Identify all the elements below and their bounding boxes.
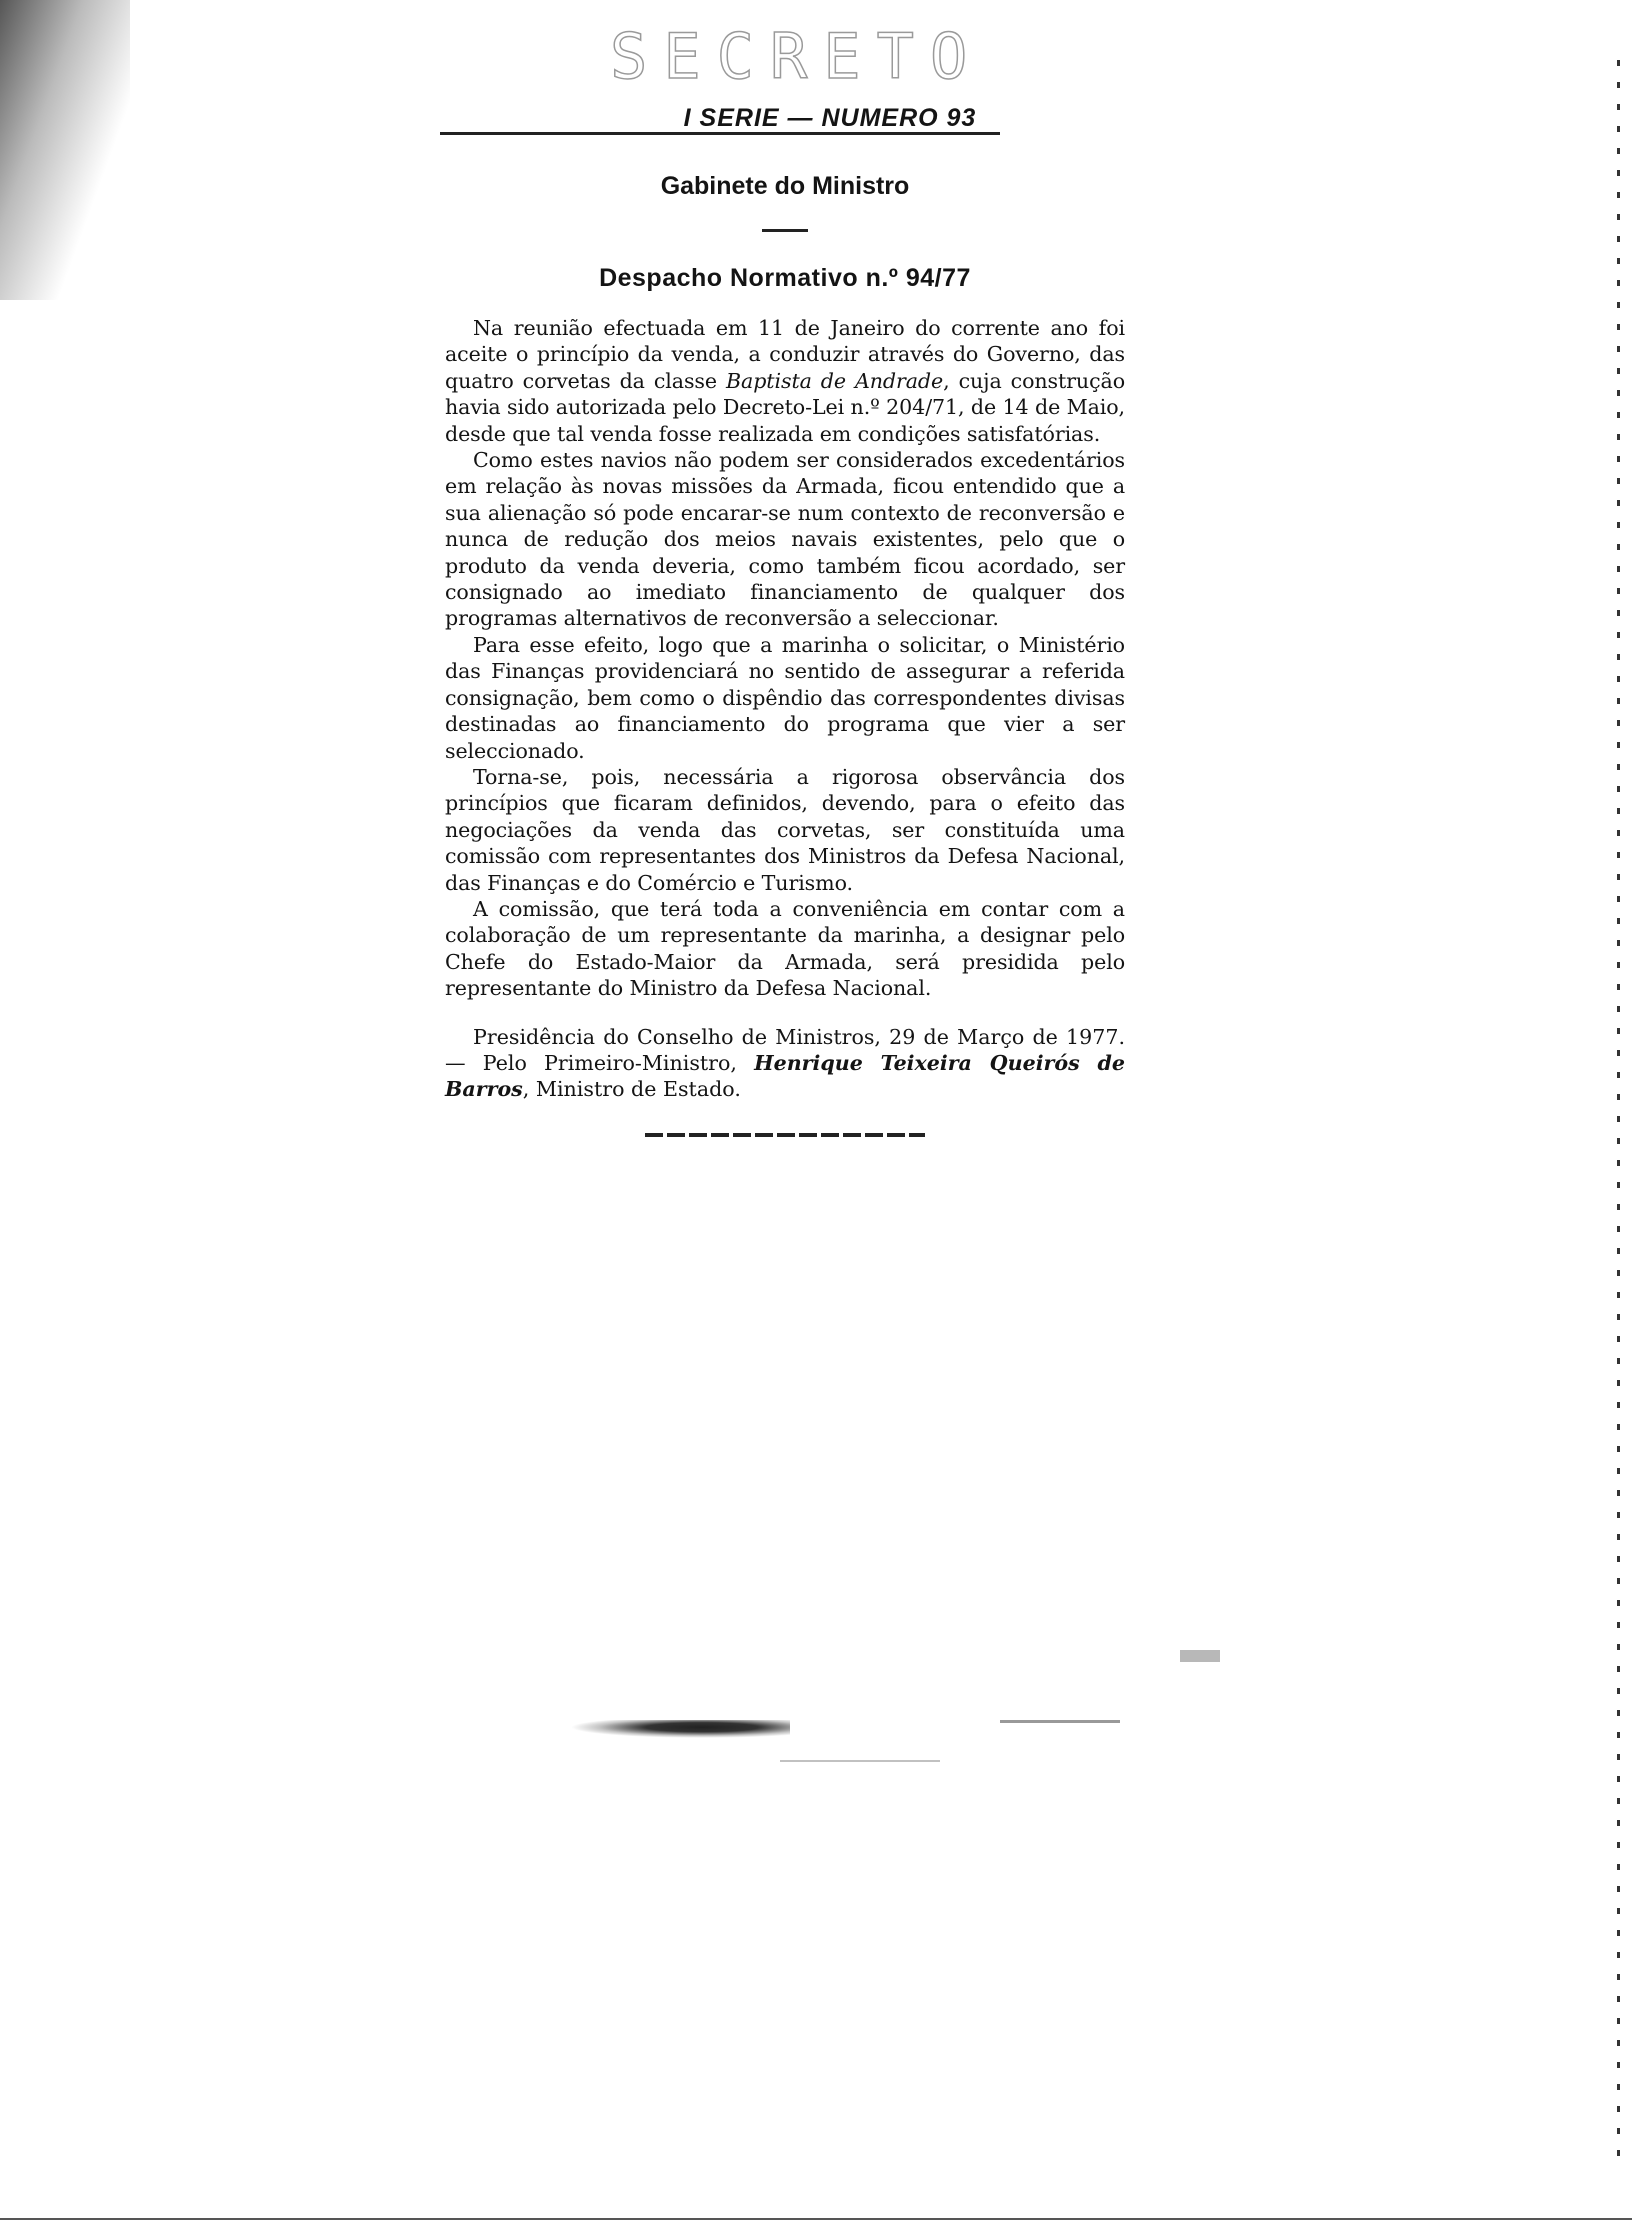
secret-stamp: SECRETO <box>610 20 984 93</box>
signature-block: Presidência do Conselho de Ministros, 29 de Março de 1977. — Pelo Primeiro-Ministro, Henrique Teixeira Queirós de Barros, Ministro de Estado. <box>445 1024 1125 1102</box>
scan-speck <box>1000 1720 1120 1723</box>
section-divider <box>762 229 808 232</box>
ship-class-name: Baptista de Andrade <box>726 368 944 393</box>
series-header: I SERIE — NUMERO 93 <box>683 104 977 132</box>
paragraph-4: Torna-se, pois, necessária a rigorosa observância dos princípios que ficaram definidos, devendo, para o efeito das negociações da venda das corvetas, ser constituída uma comissão com representantes dos Ministros da Defesa Nacional, das Finanças e do Comércio e Turismo. <box>445 764 1125 895</box>
scan-shadow-left <box>0 0 130 300</box>
ink-blot <box>570 1720 790 1738</box>
scan-speck <box>1180 1650 1220 1662</box>
scan-edge-bottom <box>0 2218 1632 2220</box>
paragraph-5: A comissão, que terá toda a conveniência em contar com a colaboração de um representante da marinha, a designar pelo Chefe do Estado-Maior da Armada, será presidida pelo representante do Ministro da Defesa Nacional. <box>445 896 1125 1001</box>
paragraph-1: Na reunião efectuada em 11 de Janeiro do corrente ano foi aceite o princípio da venda, a conduzir através do Governo, das quatro corvetas da classe Baptista de Andrade, cuja construção havia sido autorizada pelo Decreto-Lei n.º 204/71, de 14 de Maio, desde que tal venda fosse realizada em condições satisfatórias. <box>445 316 1126 446</box>
article-column <box>445 160 1125 1137</box>
end-divider <box>645 1133 925 1137</box>
document-heading: Despacho Normativo n.º 94/77 <box>599 264 971 292</box>
header-rule <box>440 132 1000 135</box>
scan-speck <box>780 1760 940 1762</box>
paragraph-3: Para esse efeito, logo que a marinha o solicitar, o Ministério das Finanças providenciará no sentido de assegurar a referida consignação, bem como o dispêndio das correspondentes divisas destinadas ao financiamento do programa que vier a ser seleccionado. <box>445 632 1125 763</box>
section-title: Gabinete do Ministro <box>660 172 910 200</box>
paragraph-2: Como estes navios não podem ser considerados excedentários em relação às novas missões da Armada, ficou entendido que a sua alienação só pode encarar-se num contexto de reconversão e nunca de redução dos meios navais existentes, pelo que o produto da venda deveria, como também ficou acordado, ser consignado ao imediato financiamento de qualquer dos programas alternativos de reconversão a seleccionar. <box>445 448 1125 631</box>
scan-edge-right <box>1617 60 1620 2160</box>
signatory-name: Henrique Teixeira Queirós de Barros <box>445 1050 1125 1102</box>
document-body <box>445 315 1125 1002</box>
